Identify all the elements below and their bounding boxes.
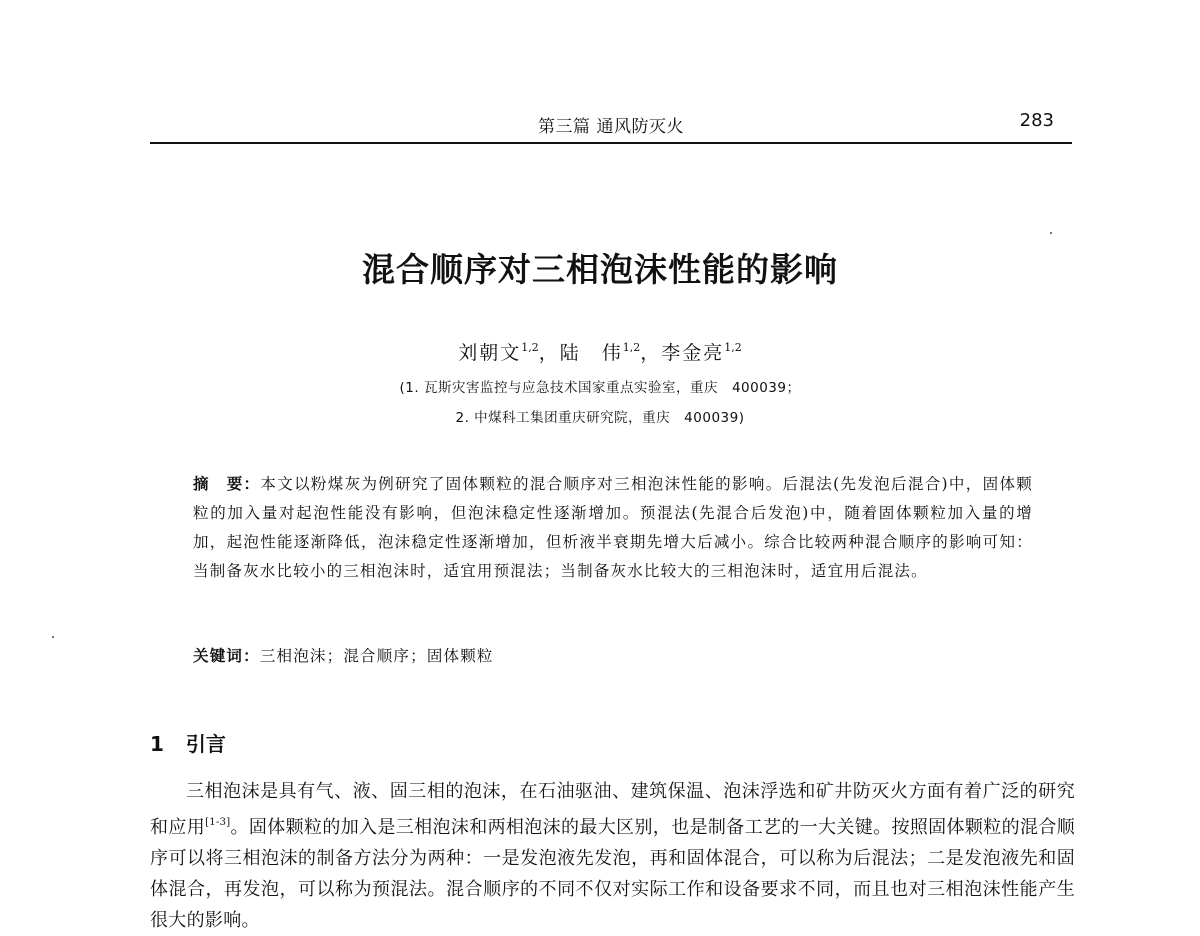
author-separator: ， <box>640 342 662 364</box>
body-text-part1: 三相泡沫是具有气、液、固三相的泡沫，在石油驱油、建筑保温、泡沫浮选和矿井防灭火方面有着广泛的研究和应用 <box>150 781 1075 838</box>
abstract-text: 本文以粉煤灰为例研究了固体颗粒的混合顺序对三相泡沫性能的影响。后混法(先发泡后混合)中，固体颗粒的加入量对起泡性能没有影响，但泡沫稳定性逐渐增加。预混法(先混合后发泡)中，随着固体颗粒加入量的增加，起泡性能逐渐降低，泡沫稳定性逐渐增加，但析液半衰期先增大后减小。综合比较两种混合顺序的影响可知：当制备灰水比较小的三相泡沫时，适宜用预混法；当制备灰水比较大的三相泡沫时，适宜用后混法。 <box>193 475 1034 580</box>
author-list <box>0 338 1200 365</box>
page-number: 283 <box>1019 110 1054 131</box>
scan-speck <box>1050 232 1052 234</box>
section-heading <box>150 728 226 757</box>
keywords-label: 关键词： <box>193 647 260 665</box>
running-header <box>150 108 1072 144</box>
author-affiliation-mark: 1,2 <box>521 341 539 354</box>
body-paragraph <box>150 776 1075 936</box>
author-affiliation-mark: 1,2 <box>622 341 641 354</box>
scan-speck <box>52 636 54 638</box>
affiliation-2: 2. 中煤科工集团重庆研究院，重庆 400039) <box>455 410 745 426</box>
abstract-label: 摘 要： <box>193 475 261 493</box>
body-text-part2: 。固体颗粒的加入是三相泡沫和两相泡沫的最大区别，也是制备工艺的一大关键。按照固体颗粒的混合顺序可以将三相泡沫的制备方法分为两种：一是发泡液先发泡，再和固体混合，可以称为后混法；二是发泡液先和固体混合，再发泡，可以称为预混法。混合顺序的不同不仅对实际工作和设备要求不同，而且也对三相泡沫性能产生很大的影响。 <box>150 817 1075 931</box>
abstract <box>193 470 1033 586</box>
running-title: 第三篇 通风防灭火 <box>538 117 684 137</box>
citation-mark: [1-3] <box>205 817 231 828</box>
author-name: 陆 伟 <box>559 342 623 364</box>
author-name: 李金亮 <box>661 342 725 364</box>
author-separator: ， <box>538 342 560 364</box>
author-affiliation-mark: 1,2 <box>724 341 742 354</box>
keywords-text: 三相泡沫；混合顺序；固体颗粒 <box>259 647 494 665</box>
article-title: 混合顺序对三相泡沫性能的影响 <box>362 250 838 289</box>
author-name: 刘朝文 <box>458 342 522 364</box>
section-number: 1 <box>150 732 164 756</box>
affiliation-1: (1. 瓦斯灾害监控与应急技术国家重点实验室，重庆 400039； <box>399 380 801 396</box>
keywords <box>193 644 1033 666</box>
section-title: 引言 <box>185 732 226 756</box>
